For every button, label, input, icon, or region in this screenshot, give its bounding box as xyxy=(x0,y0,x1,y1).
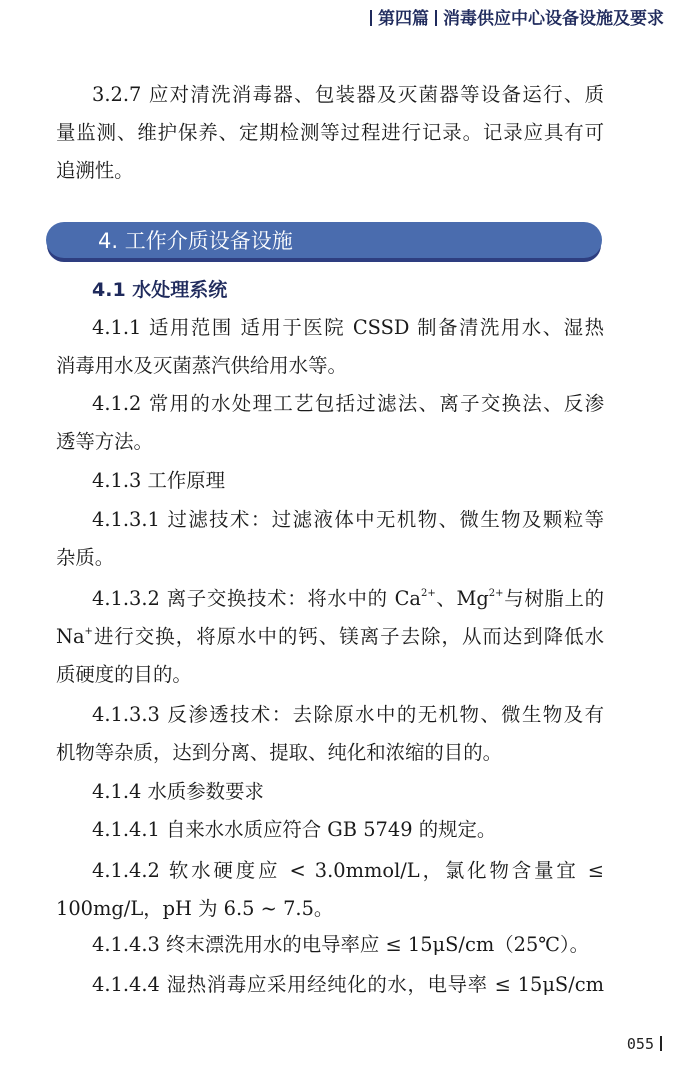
superscript: 2+ xyxy=(420,588,436,599)
header-part: 第四篇 xyxy=(378,9,429,29)
text-run: 4.1.3.2 离子交换技术：将水中的 Ca xyxy=(92,587,421,610)
paragraph-4-1-2-line-2: 透等方法。 xyxy=(56,430,153,453)
paragraph-4-1-3: 4.1.3 工作原理 xyxy=(92,469,226,492)
footer-divider xyxy=(660,1036,662,1051)
paragraph-4-1-4-2-line-2: 100mg/L，pH 为 6.5 ~ 7.5。 xyxy=(56,897,334,920)
text-run: 进行交换，将原水中的钙、镁离子去除，从而达到降低水 xyxy=(92,625,604,648)
paragraph-4-1-4-4-line-1: 4.1.4.4 湿热消毒应采用经纯化的水，电导率 ≤ 15μS/cm xyxy=(92,973,604,996)
paragraph-4-1-4-1: 4.1.4.1 自来水水质应符合 GB 5749 的规定。 xyxy=(92,818,497,841)
paragraph-4-1-3-1-line-1: 4.1.3.1 过滤技术：过滤液体中无机物、微生物及颗粒等 xyxy=(92,508,604,531)
paragraph-4-1-4-3: 4.1.4.3 终末漂洗用水的电导率应 ≤ 15μS/cm（25℃）。 xyxy=(92,933,590,956)
header-divider xyxy=(370,10,372,26)
paragraph-3-2-7-line-2: 量监测、维护保养、定期检测等过程进行记录。记录应具有可 xyxy=(56,121,604,144)
section-heading: 4. 工作介质设备设施 xyxy=(98,229,293,253)
paragraph-4-1-3-2-line-3: 质硬度的目的。 xyxy=(56,663,192,686)
paragraph-4-1-3-3-line-1: 4.1.3.3 反渗透技术：去除原水中的无机物、微生物及有 xyxy=(92,703,604,726)
paragraph-4-1-1-line-2: 消毒用水及灭菌蒸汽供给用水等。 xyxy=(56,354,347,377)
running-header xyxy=(364,4,664,29)
page-footer xyxy=(627,1035,662,1053)
paragraph-4-1-3-1-line-2: 杂质。 xyxy=(56,546,115,569)
subsection-heading-4-1: 4.1 水处理系统 xyxy=(92,279,228,301)
paragraph-3-2-7-line-3: 追溯性。 xyxy=(56,159,134,182)
header-title: 消毒供应中心设备设施及要求 xyxy=(443,9,664,29)
superscript: + xyxy=(84,626,93,637)
paragraph-4-1-4: 4.1.4 水质参数要求 xyxy=(92,780,264,803)
paragraph-4-1-1-line-1: 4.1.1 适用范围 适用于医院 CSSD 制备清洗用水、湿热 xyxy=(92,316,604,339)
superscript: 2+ xyxy=(488,588,504,599)
text-run: Na xyxy=(56,625,85,648)
text-run: 、Mg xyxy=(435,587,489,610)
header-divider xyxy=(435,10,437,26)
paragraph-4-1-3-2-line-2 xyxy=(56,618,604,656)
paragraph-4-1-3-3-line-2: 机物等杂质，达到分离、提取、纯化和浓缩的目的。 xyxy=(56,741,502,764)
text-run: 与树脂上的 xyxy=(503,587,604,610)
paragraph-4-1-4-2-line-1: 4.1.4.2 软水硬度应 < 3.0mmol/L，氯化物含量宜 ≤ xyxy=(92,859,604,882)
paragraph-4-1-3-2-line-1 xyxy=(92,580,604,618)
page-number: 055 xyxy=(626,1035,654,1053)
paragraph-3-2-7-line-1: 3.2.7 应对清洗消毒器、包装器及灭菌器等设备运行、质 xyxy=(92,83,604,106)
paragraph-4-1-2-line-1: 4.1.2 常用的水处理工艺包括过滤法、离子交换法、反渗 xyxy=(92,392,604,415)
